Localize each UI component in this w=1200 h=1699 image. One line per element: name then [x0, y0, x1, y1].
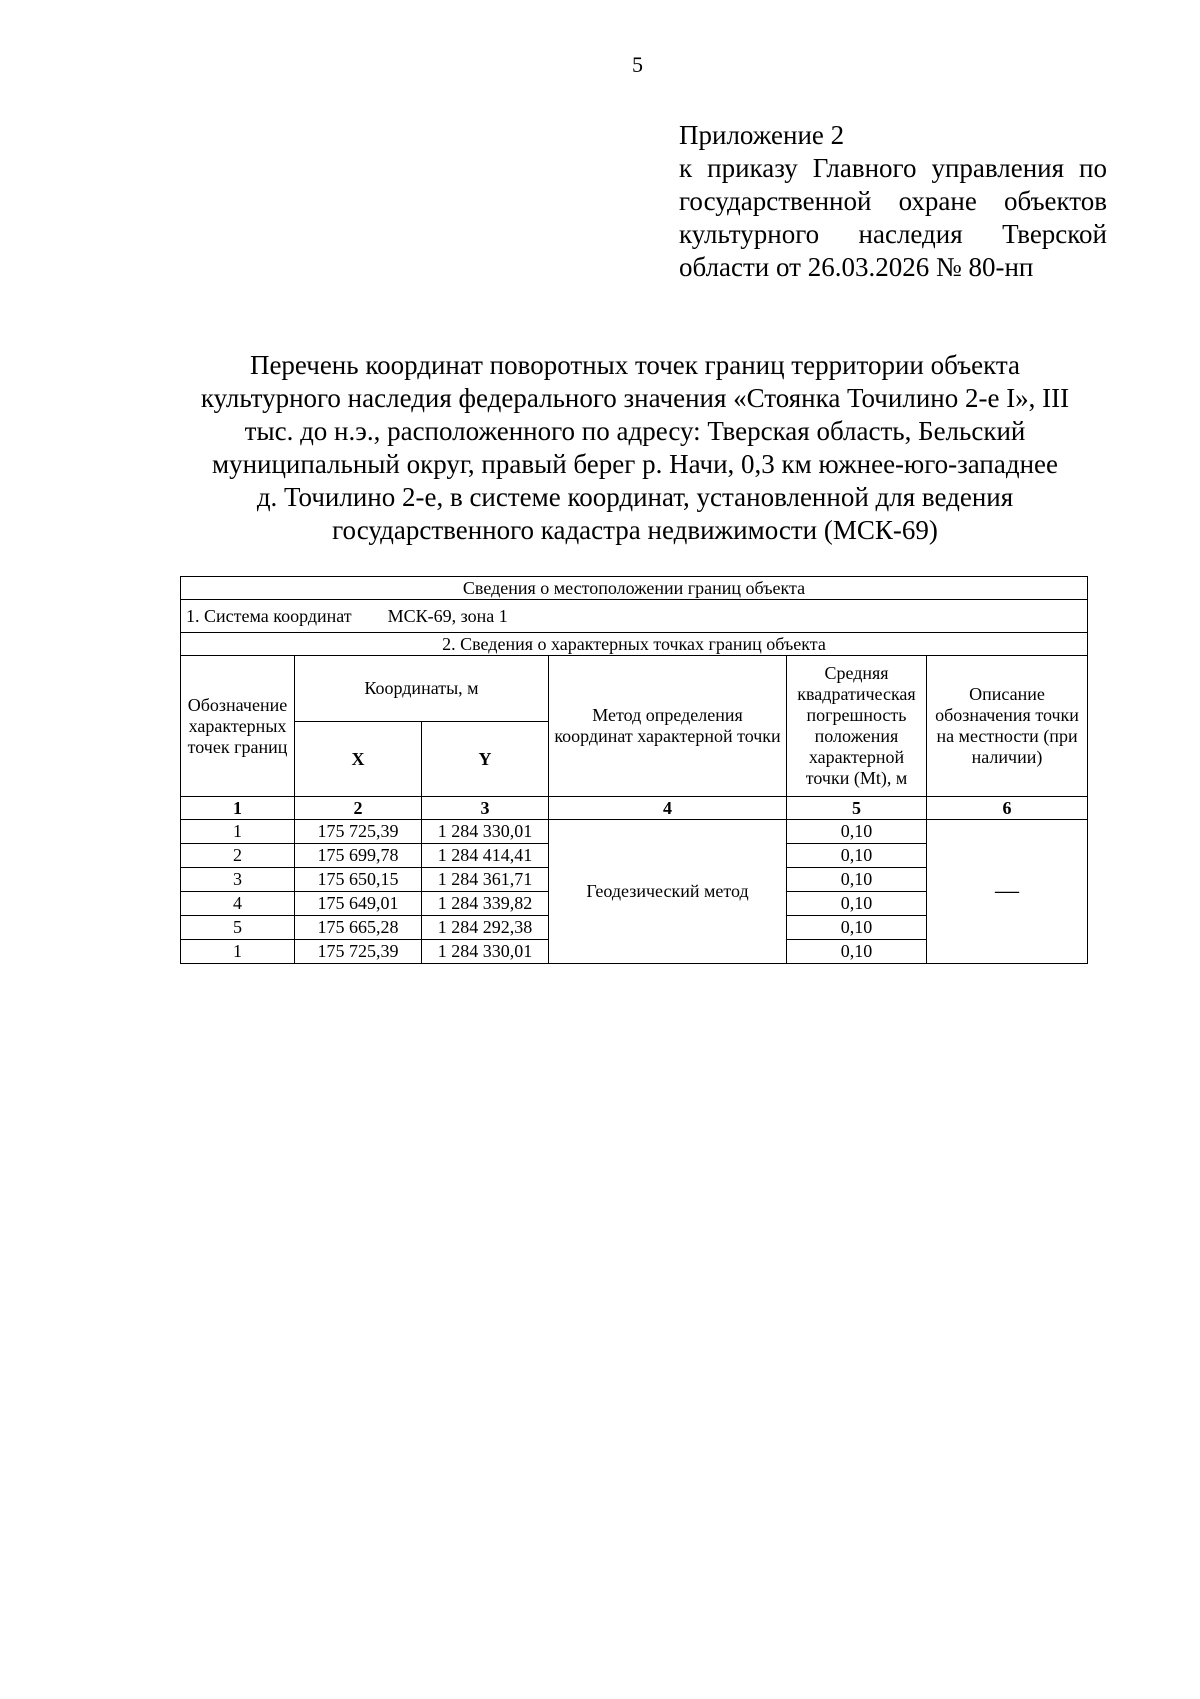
coord-system-row [181, 600, 1088, 633]
coord-y: 1 284 414,41 [422, 844, 549, 868]
table-row [181, 820, 1088, 844]
error-value: 0,10 [787, 844, 927, 868]
coord-y: 1 284 339,82 [422, 892, 549, 916]
header-x: X [295, 722, 422, 797]
point-number: 2 [181, 844, 295, 868]
column-number: 6 [927, 797, 1088, 820]
title-line: муниципальный округ, правый берег р. Начи, 0,3 км южнее-юго-западнее [211, 449, 1058, 479]
section2-row [181, 633, 1088, 656]
coord-x: 175 650,15 [295, 868, 422, 892]
section1-row [181, 577, 1088, 600]
appendix-block [679, 119, 1107, 284]
point-number: 1 [181, 820, 295, 844]
column-number: 3 [422, 797, 549, 820]
header-method: Метод определения координат характерной точки [549, 656, 787, 797]
point-number: 3 [181, 868, 295, 892]
header-y: Y [422, 722, 549, 797]
error-value: 0,10 [787, 892, 927, 916]
coordinates-table [180, 576, 1088, 964]
coord-x: 175 649,01 [295, 892, 422, 916]
error-value: 0,10 [787, 868, 927, 892]
appendix-line: к приказу Главного управления по [679, 153, 1107, 183]
appendix-line: культурного наследия Тверской [679, 219, 1107, 249]
header-description: Описание обозначения точки на местности (при наличии) [927, 656, 1088, 797]
coord-y: 1 284 361,71 [422, 868, 549, 892]
coord-system-label: 1. Система координат [186, 605, 352, 626]
coord-system-value: МСК-69, зона 1 [387, 605, 508, 626]
column-number-row [181, 797, 1088, 820]
coord-x: 175 699,78 [295, 844, 422, 868]
section1-title: Сведения о местоположении границ объекта [181, 577, 1088, 600]
column-number: 1 [181, 797, 295, 820]
coord-system-cell [181, 600, 1088, 633]
header-error: Средняя квадратическая погрешность положения характерной точки (Mt), м [787, 656, 927, 797]
coord-x: 175 725,39 [295, 820, 422, 844]
coord-y: 1 284 292,38 [422, 916, 549, 940]
method-cell: Геодезический метод [549, 820, 787, 964]
column-number: 2 [295, 797, 422, 820]
title-line: культурного наследия федерального значения «Стоянка Точилино 2-е I», III [200, 383, 1070, 413]
error-value: 0,10 [787, 940, 927, 964]
header-designation: Обозначение характерных точек границ [181, 656, 295, 797]
appendix-line: области от 26.03.2026 № 80-нп [679, 252, 1034, 282]
title-line: государственного кадастра недвижимости (МСК-69) [332, 515, 938, 545]
title-line: Перечень координат поворотных точек границ территории объекта [249, 350, 1021, 380]
title-line: д. Точилино 2-е, в системе координат, установленной для ведения [256, 482, 1014, 512]
section2-title: 2. Сведения о характерных точках границ объекта [181, 633, 1088, 656]
point-number: 5 [181, 916, 295, 940]
appendix-line: государственной охране объектов [679, 186, 1107, 216]
header-coordinates: Координаты, м [295, 656, 549, 722]
coord-y: 1 284 330,01 [422, 940, 549, 964]
coord-x: 175 665,28 [295, 916, 422, 940]
title-line: тыс. до н.э., расположенного по адресу: Тверская область, Бельский [244, 416, 1026, 446]
column-number: 5 [787, 797, 927, 820]
coord-y: 1 284 330,01 [422, 820, 549, 844]
coord-x: 175 725,39 [295, 940, 422, 964]
point-number: 4 [181, 892, 295, 916]
appendix-title: Приложение 2 [679, 120, 845, 150]
description-cell: — [927, 820, 1088, 964]
error-value: 0,10 [787, 820, 927, 844]
error-value: 0,10 [787, 916, 927, 940]
page-number: 5 [632, 52, 643, 77]
column-number: 4 [549, 797, 787, 820]
document-title [170, 349, 1100, 547]
point-number: 1 [181, 940, 295, 964]
header-row [181, 656, 1088, 722]
